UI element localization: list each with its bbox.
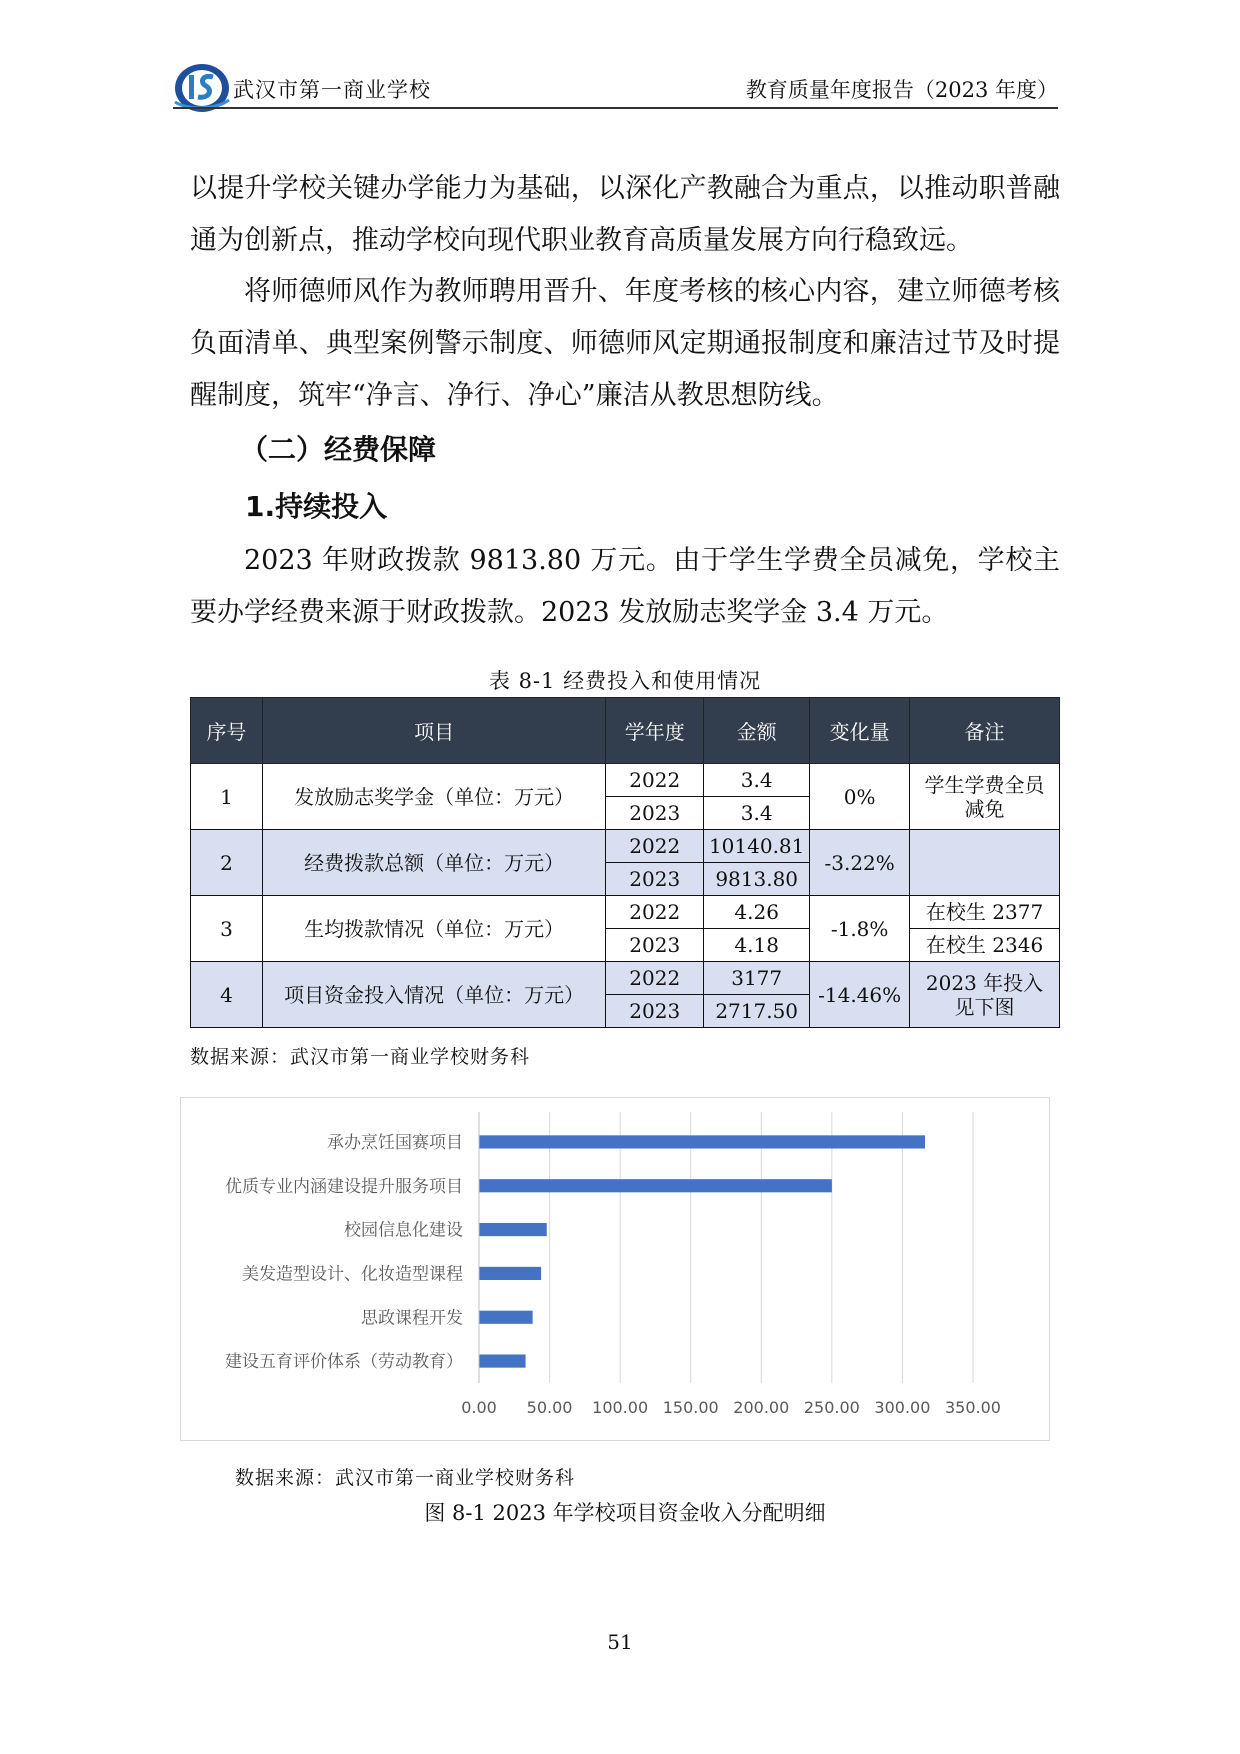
- cell-amount: 4.26: [704, 896, 810, 929]
- cell-note: 在校生 2346: [910, 929, 1060, 962]
- table-row: [191, 764, 1060, 797]
- cell-year: 2022: [606, 896, 704, 929]
- section-heading: （二）经费保障: [240, 433, 437, 466]
- header-item: 项目: [262, 698, 605, 764]
- x-tick-label: 350.00: [945, 1398, 1001, 1417]
- cell-change: 0%: [810, 764, 910, 830]
- header-note: 备注: [910, 698, 1060, 764]
- paragraph-3: 2023 年财政拨款 9813.80 万元。由于学生学费全员减免，学校主要办学经费来源于财政拨款。2023 发放励志奖学金 3.4 万元。: [190, 545, 1060, 628]
- cell-no: 4: [191, 962, 263, 1028]
- cell-year: 2023: [606, 929, 704, 962]
- cell-year: 2022: [606, 830, 704, 863]
- table-row: [191, 896, 1060, 929]
- cell-change: -1.8%: [810, 896, 910, 962]
- cell-note: [910, 830, 1060, 896]
- cell-year: 2023: [606, 995, 704, 1028]
- x-tick-label: 0.00: [461, 1398, 497, 1417]
- table-source: 数据来源：武汉市第一商业学校财务科: [190, 1046, 531, 1068]
- category-label: 承办烹饪国赛项目: [327, 1132, 463, 1153]
- cell-item: 生均拨款情况（单位：万元）: [262, 896, 605, 962]
- funding-bar-chart: [181, 1098, 1049, 1440]
- cell-amount: 4.18: [704, 929, 810, 962]
- cell-item: 项目资金投入情况（单位：万元）: [262, 962, 605, 1028]
- header-no: 序号: [191, 698, 263, 764]
- cell-year: 2023: [606, 863, 704, 896]
- cell-no: 2: [191, 830, 263, 896]
- x-tick-label: 50.00: [526, 1398, 573, 1417]
- figure-caption: 图 8-1 2023 年学校项目资金收入分配明细: [424, 1501, 826, 1525]
- category-label: 思政课程开发: [361, 1308, 463, 1329]
- cell-amount: 10140.81: [704, 830, 810, 863]
- figure-source: 数据来源：武汉市第一商业学校财务科: [235, 1467, 576, 1489]
- school-name: 武汉市第一商业学校: [233, 78, 431, 102]
- cell-year: 2022: [606, 764, 704, 797]
- x-tick-label: 100.00: [592, 1398, 649, 1417]
- cell-item: 经费拨款总额（单位：万元）: [262, 830, 605, 896]
- paragraph-1: 以提升学校关键办学能力为基础，以深化产教融合为重点，以推动职普融通为创新点，推动学校向现代职业教育高质量发展方向行稳致远。: [190, 173, 1060, 256]
- cell-amount: 3177: [704, 962, 810, 995]
- cell-note: 在校生 2377: [910, 896, 1060, 929]
- cell-no: 1: [191, 764, 263, 830]
- bar: [479, 1135, 925, 1148]
- table-row: [191, 830, 1060, 863]
- header-change: 变化量: [810, 698, 910, 764]
- cell-year: 2022: [606, 962, 704, 995]
- chart-container: [180, 1097, 1050, 1441]
- header-amount: 金额: [704, 698, 810, 764]
- bar: [479, 1355, 526, 1368]
- header-divider: [173, 107, 1058, 109]
- cell-amount: 3.4: [704, 797, 810, 830]
- category-label: 建设五育评价体系（劳动教育）: [225, 1352, 463, 1373]
- cell-amount: 2717.50: [704, 995, 810, 1028]
- paragraph-2: 将师德师风作为教师聘用晋升、年度考核的核心内容，建立师德考核负面清单、典型案例警示制度、师德师风定期通报制度和廉洁过节及时提醒制度，筑牢“净言、净行、净心”廉洁从教思想防线。: [190, 276, 1060, 411]
- cell-no: 3: [191, 896, 263, 962]
- bar: [479, 1179, 832, 1192]
- cell-year: 2023: [606, 797, 704, 830]
- cell-change: -3.22%: [810, 830, 910, 896]
- table-header-row: [191, 698, 1060, 764]
- x-tick-label: 150.00: [662, 1398, 719, 1417]
- table-caption: 表 8-1 经费投入和使用情况: [488, 669, 762, 693]
- table-row: [191, 962, 1060, 995]
- category-label: 美发造型设计、化妆造型课程: [242, 1264, 463, 1285]
- category-label: 优质专业内涵建设提升服务项目: [225, 1176, 463, 1197]
- cell-note: 2023 年投入见下图: [910, 962, 1060, 1028]
- header-year: 学年度: [606, 698, 704, 764]
- cell-amount: 3.4: [704, 764, 810, 797]
- bar: [479, 1311, 533, 1324]
- subsection-heading: 1.持续投入: [245, 490, 388, 523]
- cell-amount: 9813.80: [704, 863, 810, 896]
- bar: [479, 1223, 547, 1236]
- bar: [479, 1267, 541, 1280]
- category-label: 校园信息化建设: [344, 1220, 463, 1241]
- page-number: 51: [607, 1630, 633, 1654]
- x-tick-label: 300.00: [874, 1398, 931, 1417]
- cell-item: 发放励志奖学金（单位：万元）: [262, 764, 605, 830]
- report-title: 教育质量年度报告（2023 年度）: [745, 78, 1058, 102]
- cell-note: 学生学费全员减免: [910, 764, 1060, 830]
- cell-change: -14.46%: [810, 962, 910, 1028]
- funding-table: [190, 697, 1060, 1028]
- x-tick-label: 200.00: [733, 1398, 790, 1417]
- page-header: [173, 62, 1058, 110]
- x-tick-label: 250.00: [803, 1398, 860, 1417]
